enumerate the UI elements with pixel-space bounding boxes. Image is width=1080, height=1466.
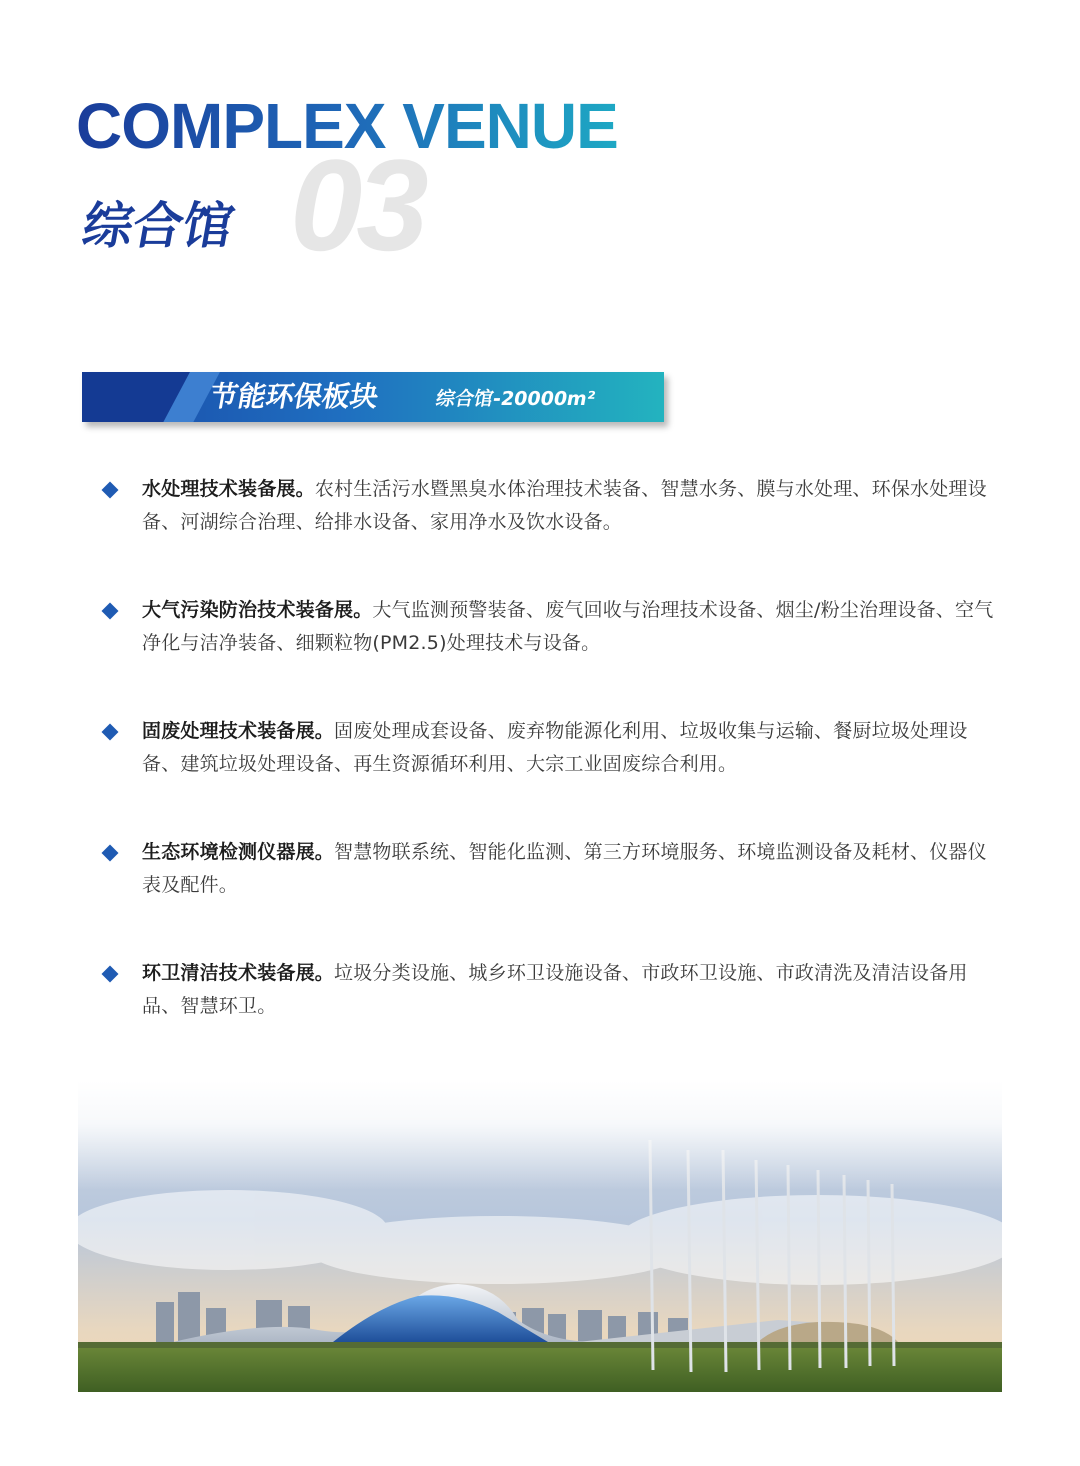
diamond-bullet-icon — [102, 482, 119, 499]
section-banner — [82, 372, 664, 422]
exhibit-title: 固废处理技术装备展。 — [142, 720, 335, 742]
section-number: 03 — [290, 132, 423, 278]
exhibit-text: 固废处理成套设备、废弃物能源化利用、垃圾收集与运输、餐厨垃圾处理设备、建筑垃圾处理设备、再生资源循环利用、大宗工业固废综合利用。 — [142, 720, 968, 775]
exhibit-item — [100, 957, 1000, 1023]
diamond-bullet-icon — [102, 845, 119, 862]
title-cn: 综合馆 — [78, 197, 239, 255]
exhibit-title: 环卫清洁技术装备展。 — [142, 962, 335, 984]
exhibit-title: 水处理技术装备展。 — [142, 478, 315, 500]
exhibit-description — [142, 473, 1000, 539]
banner-title: 节能环保板块 — [207, 380, 382, 413]
title-en: COMPLEX VENUE — [76, 90, 618, 162]
exhibit-description — [142, 715, 1000, 781]
banner-subtitle: 综合馆-20000m² — [434, 388, 598, 410]
exhibit-description — [142, 594, 1000, 660]
diamond-bullet-icon — [102, 724, 119, 741]
exhibit-item — [100, 836, 1000, 902]
photo-fade — [78, 1080, 1002, 1190]
exhibit-title: 生态环境检测仪器展。 — [142, 841, 335, 863]
exhibit-text: 农村生活污水暨黑臭水体治理技术装备、智慧水务、膜与水处理、环保水处理设备、河湖综合治理、给排水设备、家用净水及饮水设备。 — [142, 478, 987, 533]
exhibit-description — [142, 957, 1000, 1023]
exhibit-item — [100, 594, 1000, 660]
exhibit-text: 智慧物联系统、智能化监测、第三方环境服务、环境监测设备及耗材、仪器仪表及配件。 — [142, 841, 987, 896]
diamond-bullet-icon — [102, 966, 119, 983]
exhibit-text: 垃圾分类设施、城乡环卫设施设备、市政环卫设施、市政清洗及清洁设备用品、智慧环卫。 — [142, 962, 968, 1017]
exhibit-title: 大气污染防治技术装备展。 — [142, 599, 373, 621]
venue-photo — [78, 1080, 1002, 1392]
exhibit-description — [142, 836, 1000, 902]
exhibit-text: 大气监测预警装备、废气回收与治理技术设备、烟尘/粉尘治理设备、空气净化与洁净装备、细颗粒物(PM2.5)处理技术与设备。 — [142, 599, 994, 654]
exhibit-item — [100, 715, 1000, 781]
diamond-bullet-icon — [102, 603, 119, 620]
exhibit-item — [100, 473, 1000, 539]
